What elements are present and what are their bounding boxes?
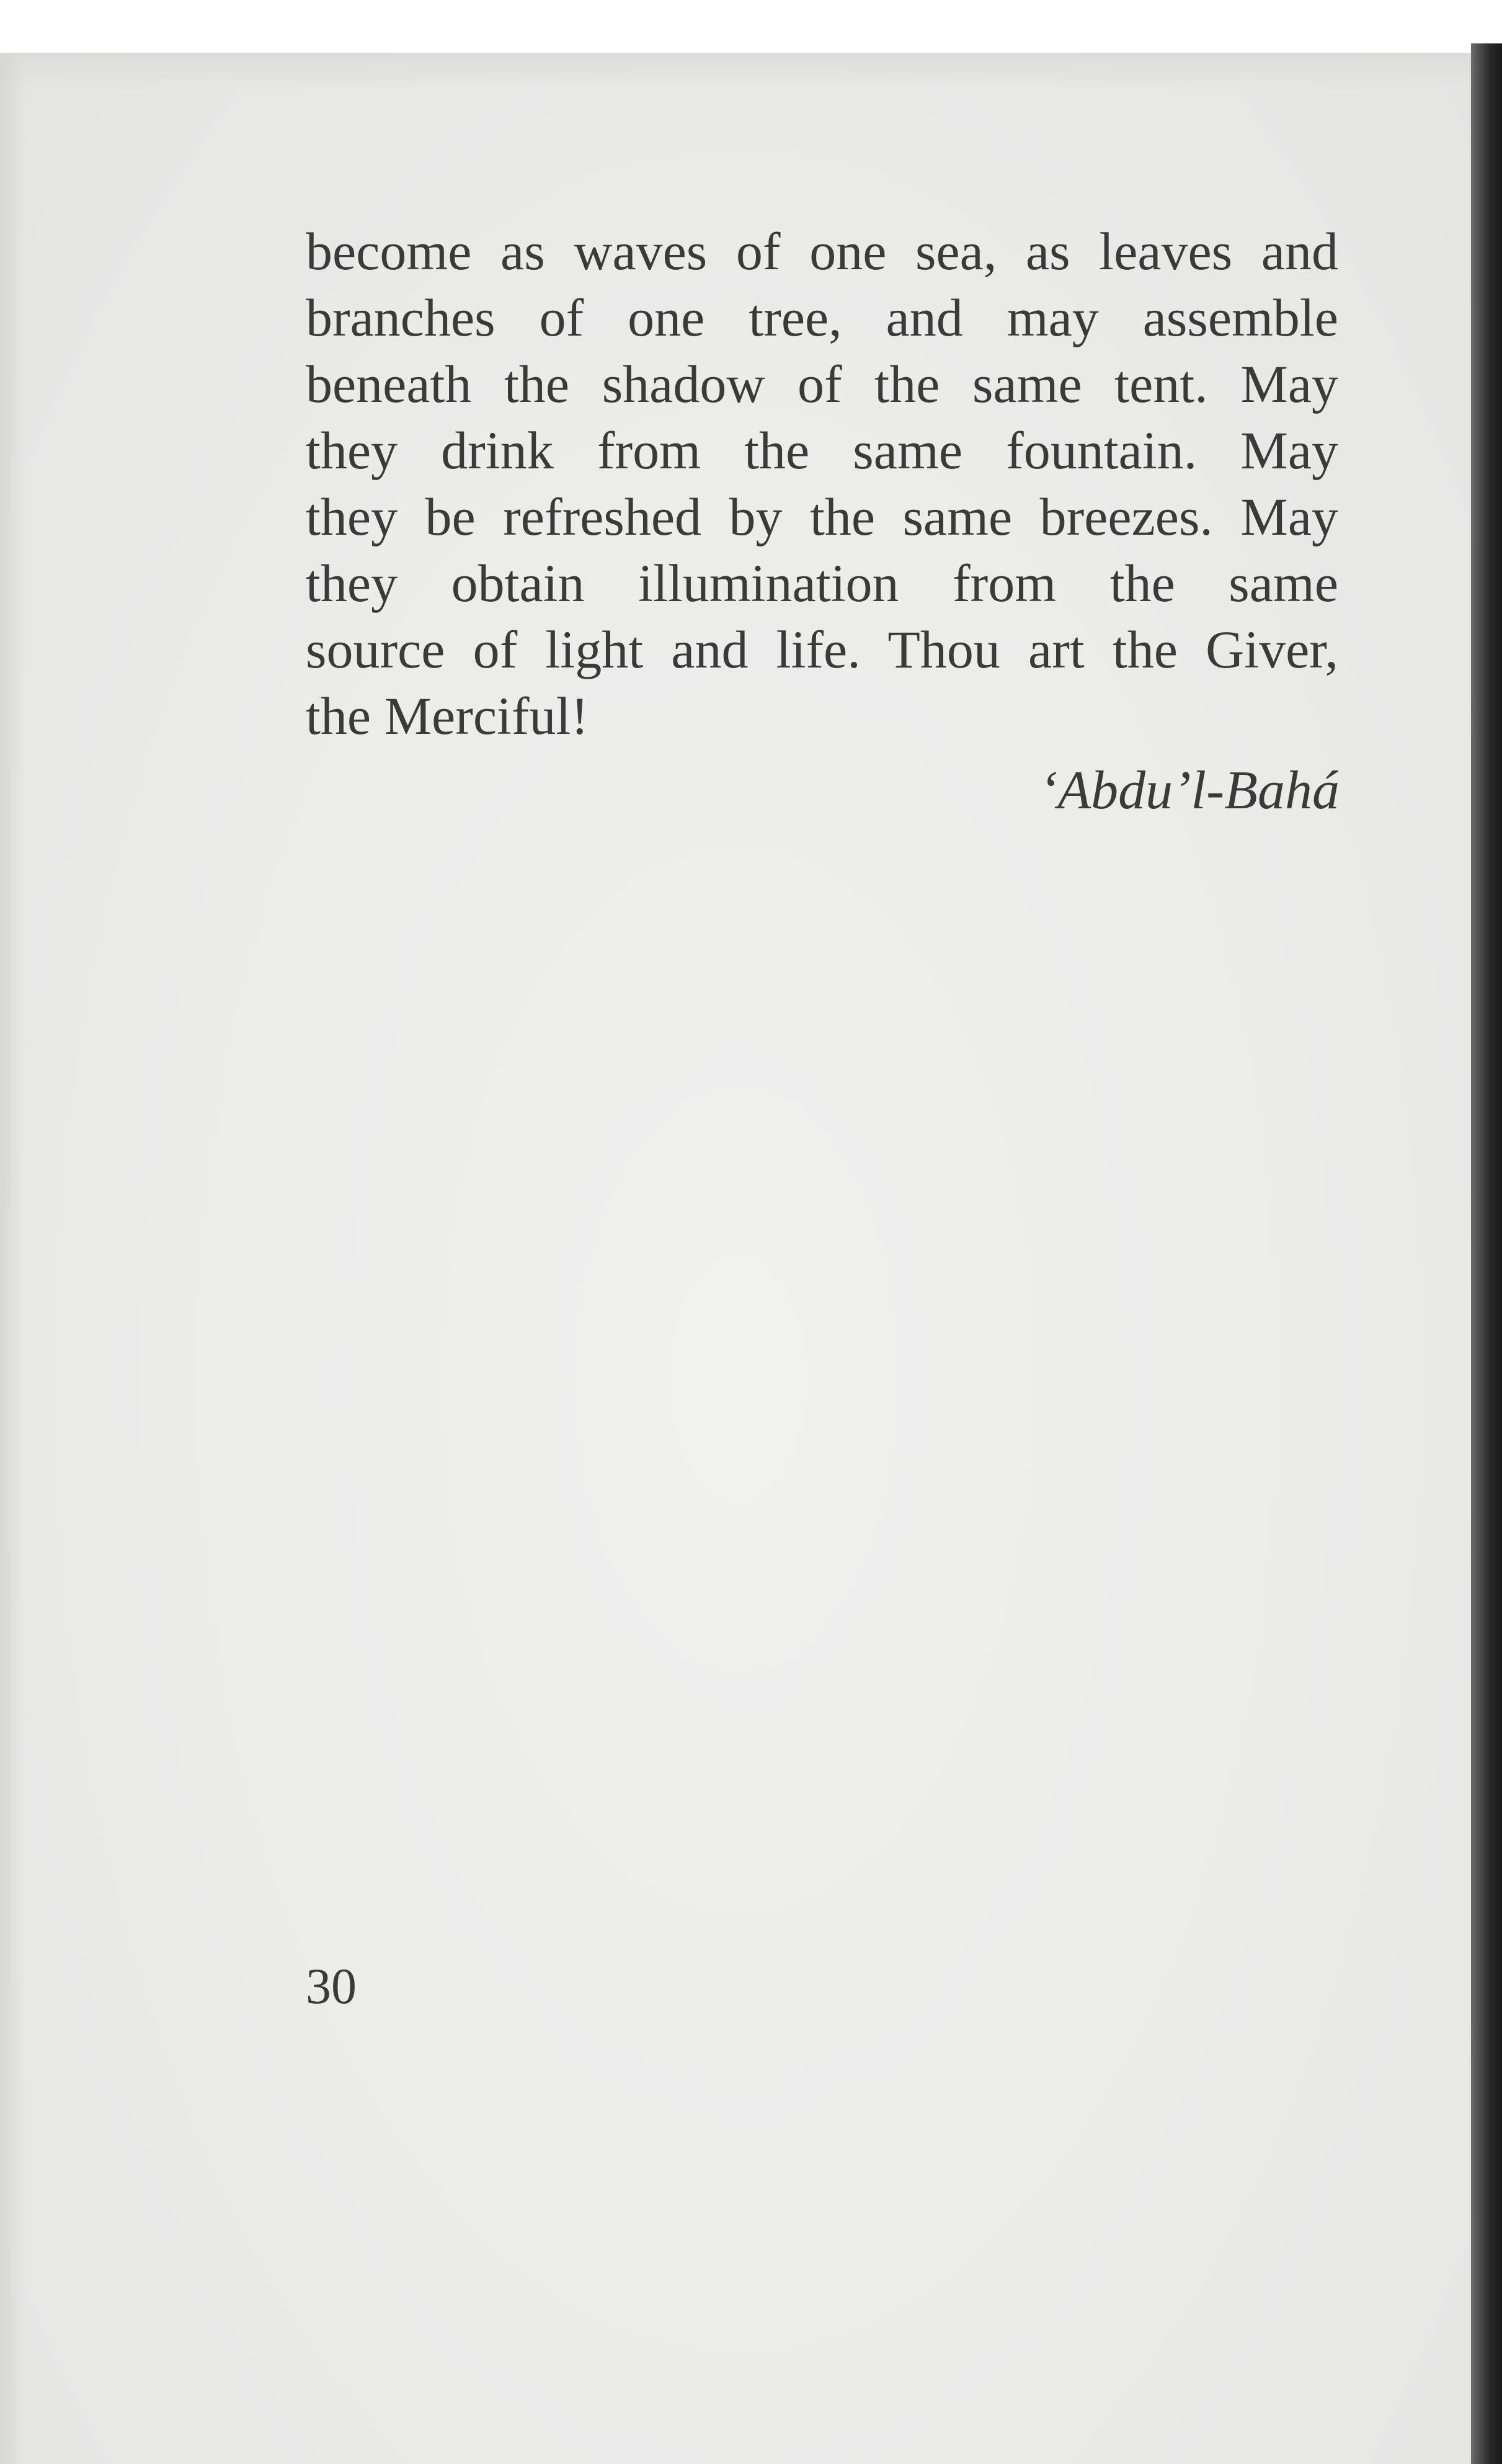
attribution: ‘Abdu’l-Bahá (1039, 761, 1340, 821)
page-top-shadow (0, 53, 1476, 90)
prayer-text (306, 218, 1338, 749)
prayer-line: they be refreshed by the same breezes. May (306, 487, 1338, 547)
prayer-line: the Merciful! (306, 686, 589, 746)
page-left-shade (0, 53, 25, 2464)
prayer-line: source of light and life. Thou art the Giver, (306, 620, 1338, 679)
prayer-line: they drink from the same fountain. May (306, 421, 1338, 480)
prayer-line: become as waves of one sea, as leaves and (306, 221, 1338, 281)
prayer-line: beneath the shadow of the same tent. May (306, 354, 1338, 414)
book-spine-edge (1471, 43, 1502, 2464)
prayer-line: branches of one tree, and may assemble (306, 288, 1338, 347)
page-number: 30 (306, 1958, 357, 2014)
prayer-line: they obtain illumination from the same (306, 553, 1338, 613)
